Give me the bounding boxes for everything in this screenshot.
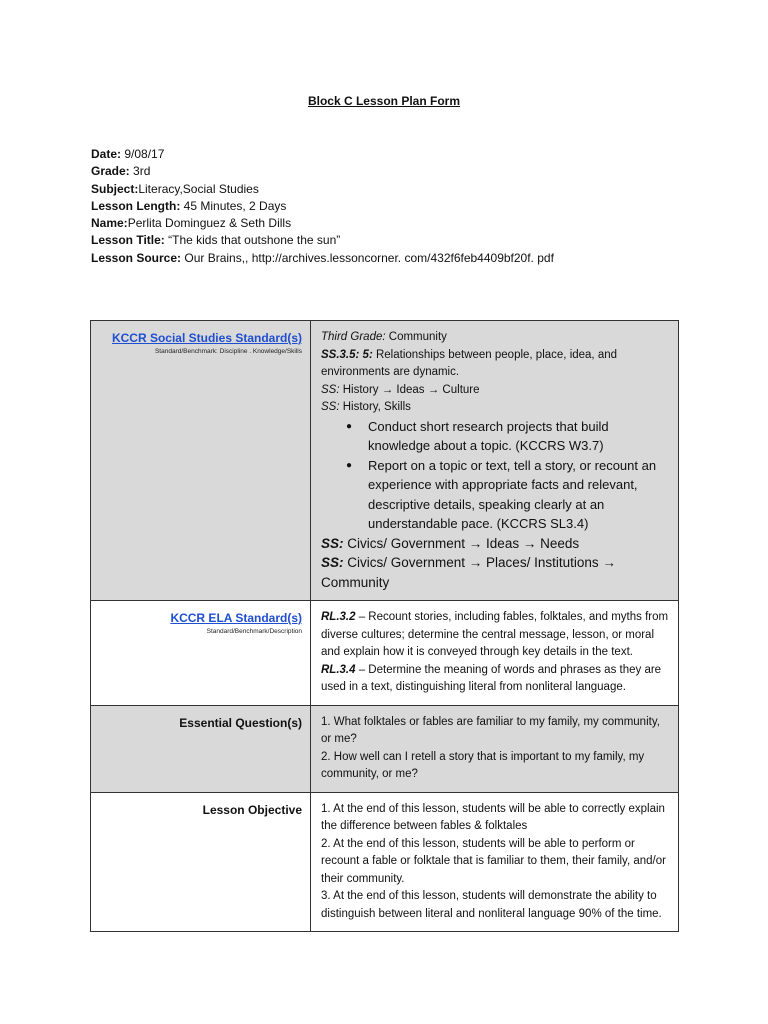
table-row <box>91 792 679 932</box>
list-item: 2. How well can I retell a story that is important to my family, my community, or me? <box>321 750 645 780</box>
ela-standard-sublabel: Standard/Benchmark/Description <box>206 628 302 635</box>
lesson-objective-content <box>311 792 679 932</box>
ss-355-line <box>321 347 670 382</box>
ela-rl34-value: – Determine the meaning of words and phrases as they are used in a text, distinguishing literal from nonliteral language. <box>321 663 662 693</box>
ss-standard-label-cell <box>91 321 311 601</box>
meta-label: Grade: <box>91 164 130 179</box>
list-item: 2. At the end of this lesson, students will be able to perform or recount a fable or folktale that is familiar to them, their family, and/or their community. <box>321 837 666 885</box>
meta-name <box>91 215 691 232</box>
meta-value: Literacy,Social Studies <box>138 181 259 196</box>
ss-civics-needs-line <box>321 534 670 554</box>
essential-question-label-cell <box>91 705 311 792</box>
meta-lesson-source <box>91 250 691 267</box>
lesson-meta <box>91 146 691 267</box>
table-row <box>91 321 679 601</box>
meta-value: Perlita Dominguez & Seth Dills <box>127 216 292 231</box>
meta-value: 3rd <box>129 164 151 179</box>
ss-civics-label: SS: <box>321 555 344 570</box>
table-row <box>91 601 679 706</box>
table-row <box>91 705 679 792</box>
essential-question-label: Essential Question(s) <box>179 715 302 730</box>
lesson-objective-label: Lesson Objective <box>202 802 302 817</box>
page-title: Block C Lesson Plan Form <box>307 94 461 108</box>
ela-rl32-value: – Recount stories, including fables, folktales, and myths from diverse cultures; determine the central message, lesson, or moral and explain how it is conveyed through key details in the text. <box>321 611 669 658</box>
ss-standard-content <box>311 321 679 601</box>
meta-label: Date: <box>91 147 122 161</box>
meta-grade <box>91 163 691 180</box>
ela-standard-label-cell <box>91 601 311 706</box>
ss-skills-label: SS: <box>321 401 340 413</box>
ela-standard-content <box>311 601 679 706</box>
ss-355-value: Relationships between people, place, idea, and environments are dynamic. <box>321 348 618 378</box>
ela-standard-link[interactable]: KCCR ELA Standard(s) <box>170 611 302 625</box>
ss-grade-line <box>321 329 670 347</box>
list-item: 3. At the end of this lesson, students will demonstrate the ability to distinguish between literal and nonliteral language 90% of the time. <box>321 890 662 920</box>
ela-rl34-label: RL.3.4 <box>321 663 356 676</box>
essential-question-content <box>311 705 679 792</box>
meta-value: 9/08/17 <box>121 147 165 161</box>
list-item: ● Report on a topic or text, tell a story, or recount an experience with appropriate facts and relevant, descriptive details, speaking clearly at an understandable pace. (KCCRS SL3.4) <box>346 456 670 534</box>
lesson-plan-table <box>90 320 679 932</box>
ss-skills-value: History, Skills <box>339 401 411 413</box>
meta-label: Lesson Source: <box>91 250 182 265</box>
ela-rl34 <box>321 662 670 697</box>
ss-history-line <box>321 382 670 400</box>
meta-lesson-length <box>91 198 691 215</box>
meta-label: Name: <box>91 216 128 231</box>
ss-civics-label: SS: <box>321 535 344 551</box>
ss-civics-community-line <box>321 553 670 592</box>
list-item: 1. At the end of this lesson, students will be able to correctly explain the difference between fables & folktales <box>321 802 665 832</box>
lesson-objective-label-cell <box>91 792 311 932</box>
ss-standard-sublabel: Standard/Benchmark: Discipline . Knowledge/Skills <box>154 348 302 355</box>
meta-subject <box>91 181 691 198</box>
ss-civics-value: Civics/ Government → Places/ Institutions → Community <box>321 555 616 590</box>
meta-value: “The kids that outshone the sun” <box>164 233 341 248</box>
ss-bullet-list <box>321 417 670 534</box>
meta-value: 45 Minutes, 2 Days <box>180 198 287 213</box>
meta-lesson-title <box>91 232 691 249</box>
meta-label: Lesson Length: <box>91 198 181 213</box>
meta-value: Our Brains,, http://archives.lessoncorner. com/432f6feb4409bf20f. pdf <box>181 250 554 265</box>
ss-history-label: SS: <box>321 383 340 396</box>
meta-label: Lesson Title: <box>91 233 165 248</box>
ss-355-label: SS.3.5: 5: <box>321 348 373 361</box>
ela-rl32-label: RL.3.2 <box>321 611 356 623</box>
meta-label: Subject: <box>91 181 139 196</box>
ss-grade-label: Third Grade: <box>321 331 386 343</box>
ss-history-value: History → Ideas → Culture <box>339 383 480 396</box>
ss-civics-value: Civics/ Government → Ideas → Needs <box>343 535 580 551</box>
list-item: ● Conduct short research projects that build knowledge about a topic. (KCCRS W3.7) <box>346 417 670 456</box>
ss-grade-value: Community <box>385 331 447 343</box>
ss-standard-link[interactable]: KCCR Social Studies Standard(s) <box>111 331 302 345</box>
meta-date <box>91 146 691 163</box>
ela-rl32 <box>321 609 670 662</box>
ss-skills-line <box>321 399 670 417</box>
list-item: 1. What folktales or fables are familiar to my family, my community, or me? <box>321 715 660 745</box>
